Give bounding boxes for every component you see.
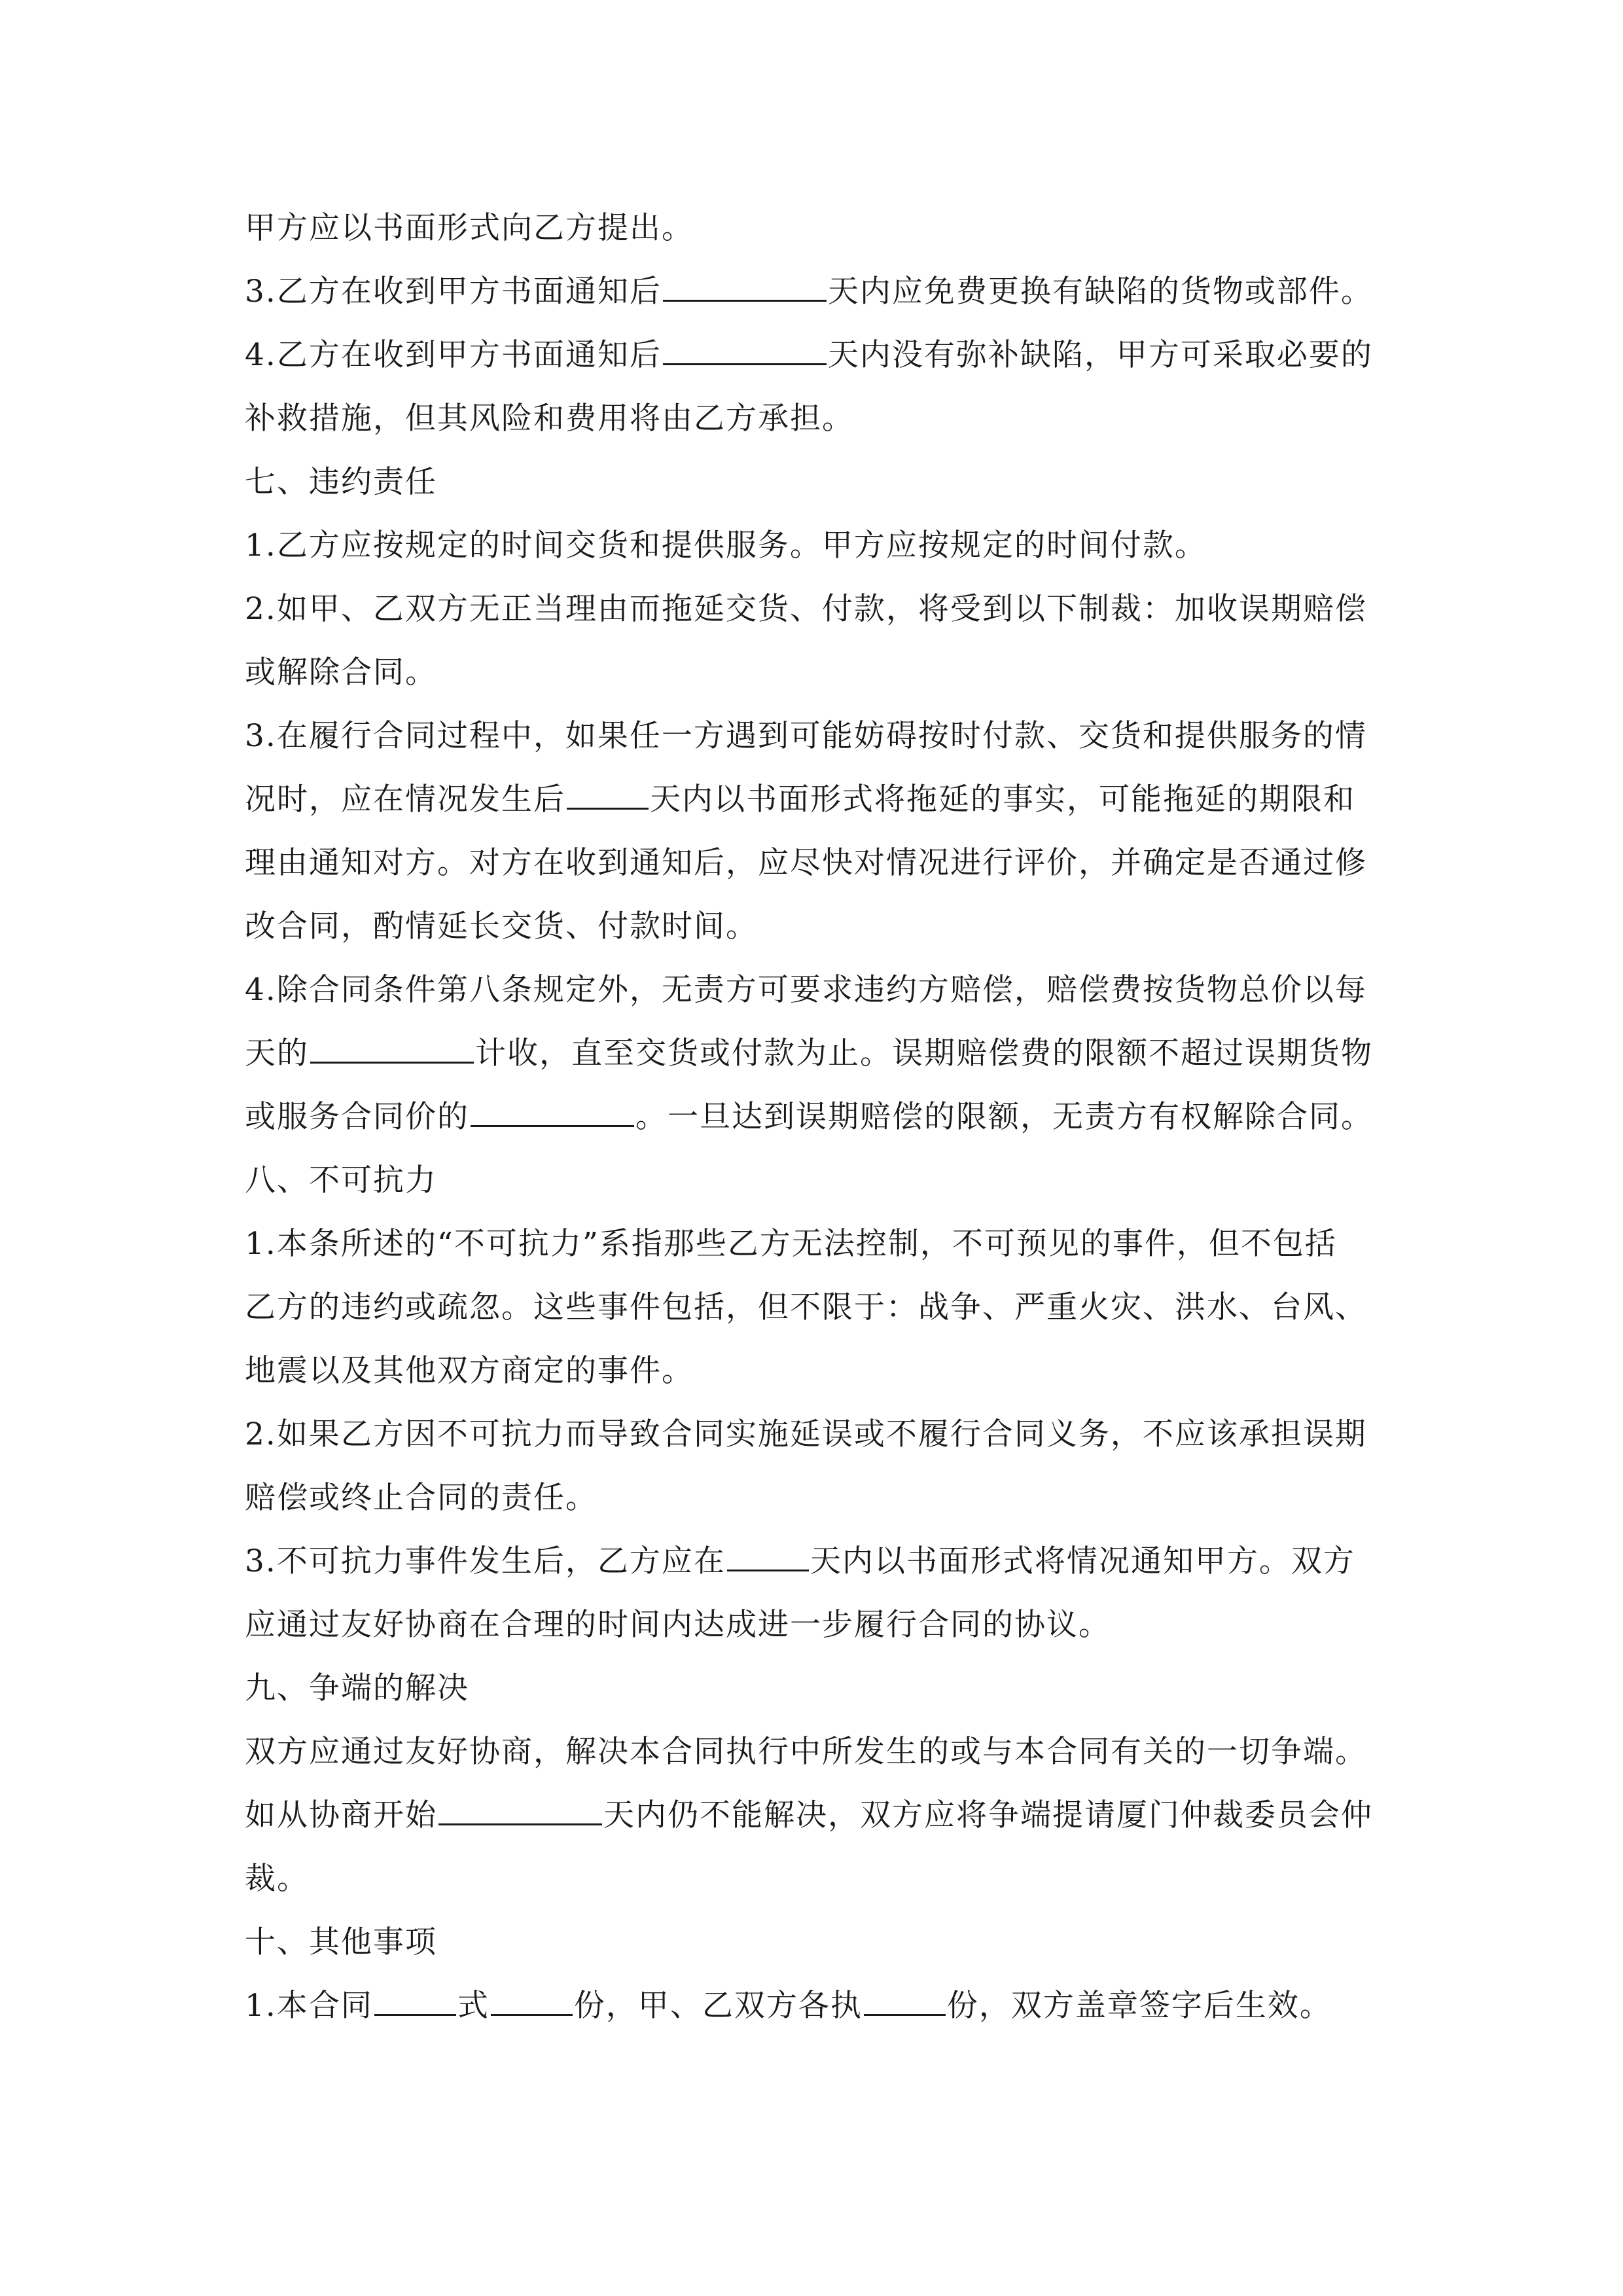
fill-in-blank[interactable]	[663, 276, 827, 302]
fill-in-blank[interactable]	[864, 1990, 946, 2016]
section-heading: 九、争端的解决	[245, 1670, 469, 1706]
text-line: 双方应通过友好协商，解决本合同执行中所发生的或与本合同有关的一切争端。	[245, 1734, 1367, 1770]
text-line: 地震以及其他双方商定的事件。	[245, 1353, 694, 1389]
text-line: 3.在履行合同过程中，如果任一方遇到可能妨碍按时付款、交货和提供服务的情	[245, 718, 1367, 754]
text-line: 1.乙方应按规定的时间交货和提供服务。甲方应按规定的时间付款。	[245, 528, 1207, 564]
text-line: 赔偿或终止合同的责任。	[245, 1480, 597, 1516]
text-line: 应通过友好协商在合理的时间内达成进一步履行合同的协议。	[245, 1607, 1111, 1643]
text-line: 2.如果乙方因不可抗力而导致合同实施延误或不履行合同义务，不应该承担误期	[245, 1416, 1367, 1452]
text-line: 3.乙方在收到甲方书面通知后 天内应免费更换有缺陷的货物或部件。	[245, 274, 1373, 310]
text-line: 况时，应在情况发生后 天内以书面形式将拖延的事实，可能拖延的期限和	[245, 781, 1355, 817]
text-line: 4.除合同条件第八条规定外，无责方可要求违约方赔偿，赔偿费按货物总价以每	[245, 972, 1367, 1008]
section-heading: 七、违约责任	[245, 464, 437, 500]
text-line: 天的 计收，直至交货或付款为止。误期赔偿费的限额不超过误期货物	[245, 1035, 1373, 1071]
text-line: 或解除合同。	[245, 655, 437, 691]
text-line: 甲方应以书面形式向乙方提出。	[245, 210, 694, 246]
text-line: 1.本合同 式 份，甲、乙双方各执 份，双方盖章签字后生效。	[245, 1988, 1332, 2024]
fill-in-blank[interactable]	[471, 1102, 634, 1127]
text-line: 乙方的违约或疏忽。这些事件包括，但不限于：战争、严重火灾、洪水、台风、	[245, 1289, 1367, 1325]
section-heading: 八、不可抗力	[245, 1162, 437, 1198]
fill-in-blank[interactable]	[727, 1546, 809, 1571]
fill-in-blank[interactable]	[491, 1990, 573, 2016]
fill-in-blank[interactable]	[374, 1990, 456, 2016]
text-line: 2.如甲、乙双方无正当理由而拖延交货、付款，将受到以下制裁：加收误期赔偿	[245, 591, 1367, 627]
text-line: 4.乙方在收到甲方书面通知后 天内没有弥补缺陷，甲方可采取必要的	[245, 337, 1373, 373]
section-heading: 十、其他事项	[245, 1924, 437, 1960]
fill-in-blank[interactable]	[310, 1038, 474, 1064]
fill-in-blank[interactable]	[567, 784, 649, 810]
fill-in-blank[interactable]	[438, 1800, 602, 1825]
text-line: 改合同，酌情延长交货、付款时间。	[245, 908, 758, 944]
text-line: 理由通知对方。对方在收到通知后，应尽快对情况进行评价，并确定是否通过修	[245, 845, 1367, 881]
text-line: 补救措施，但其风险和费用将由乙方承担。	[245, 401, 854, 437]
text-line: 裁。	[245, 1861, 309, 1897]
fill-in-blank[interactable]	[663, 340, 827, 365]
text-line: 如从协商开始 天内仍不能解决，双方应将争端提请厦门仲裁委员会仲	[245, 1797, 1373, 1833]
text-line: 1.本条所述的“不可抗力”系指那些乙方无法控制，不可预见的事件，但不包括	[245, 1226, 1337, 1262]
text-line: 3.不可抗力事件发生后，乙方应在 天内以书面形式将情况通知甲方。双方	[245, 1543, 1355, 1579]
contract-body	[245, 196, 1397, 2037]
text-line: 或服务合同价的 。一旦达到误期赔偿的限额，无责方有权解除合同。	[245, 1099, 1373, 1135]
